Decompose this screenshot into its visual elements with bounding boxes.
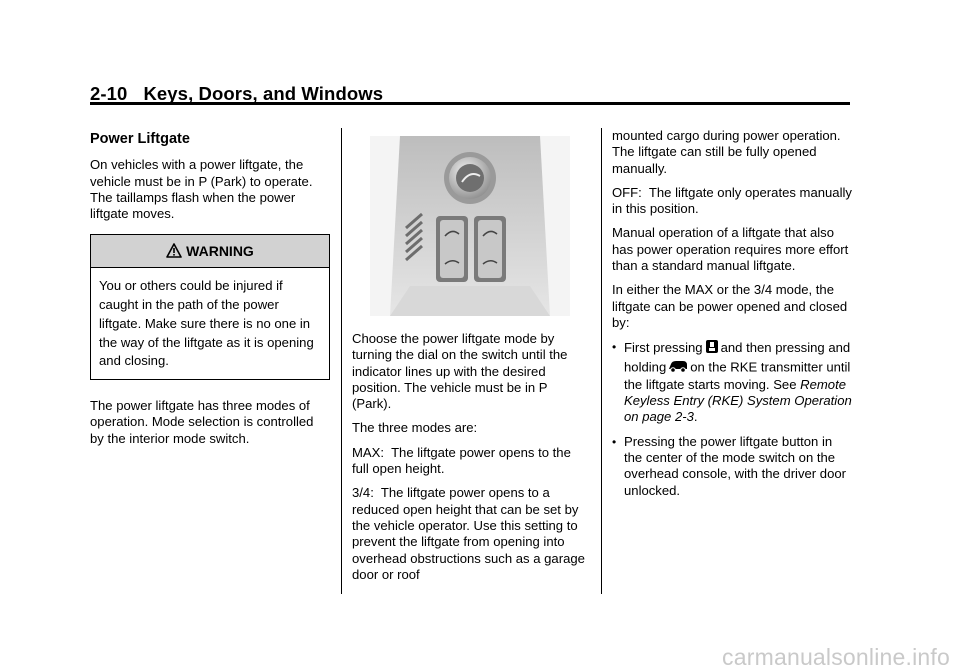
column-2: [352, 136, 588, 591]
column-1: [90, 131, 330, 455]
operation-list: [612, 339, 852, 499]
max-mode-label: MAX:: [352, 444, 385, 460]
off-mode-paragraph: [612, 185, 852, 218]
column-divider-2: [601, 128, 602, 594]
header-rule: [90, 102, 850, 105]
column-divider-1: [341, 128, 342, 594]
continuation-paragraph: mounted cargo during power operation. The liftgate can still be fully opened manually.: [612, 128, 841, 176]
bullet1-text-b: and then pressing and holding: [624, 340, 851, 375]
three-modes-paragraph: The three modes are:: [352, 420, 478, 436]
three-quarter-mode-label: 3/4:: [352, 485, 374, 501]
warning-box: [90, 234, 330, 380]
bullet2-text: Pressing the power liftgate button in the center of the mode switch on the overhead console, with the driver door unlocked.: [624, 433, 846, 498]
three-quarter-mode-text: The liftgate power opens to a reduced open height that can be set by the vehicle operator. Use this setting to prevent the liftgate from opening into overhead obstructions such as a garage door or roof: [352, 485, 585, 582]
choose-mode-paragraph: Choose the power liftgate mode by turning the dial on the switch until the indicator lines up with the desired position. The vehicle must be in P (Park).: [352, 331, 568, 412]
rke-liftgate-icon: [668, 359, 688, 377]
watermark: carmanualsonline.info: [722, 644, 950, 670]
off-mode-text: The liftgate only operates manually in this position.: [612, 184, 852, 217]
off-mode-label: OFF:: [612, 184, 642, 200]
max-mode-paragraph: [352, 445, 588, 478]
page-number: 2-10: [90, 83, 128, 104]
section-heading: Power Liftgate: [90, 131, 190, 147]
column-3: [612, 128, 852, 507]
warning-triangle-icon: [166, 237, 182, 269]
bullet1-text-c: on the RKE transmitter until the liftgate starts moving. See: [624, 359, 851, 392]
bullet1-end: .: [693, 409, 698, 425]
intro-paragraph: On vehicles with a power liftgate, the vehicle must be in P (Park) to operate. The taillamps flash when the power liftgate moves.: [90, 157, 313, 222]
rke-page-reference: Remote Keyless Entry (RKE) System Operation on page 2-3: [624, 376, 852, 425]
list-item: [612, 434, 852, 499]
either-mode-paragraph: In either the MAX or the 3/4 mode, the liftgate can be power opened and closed by:: [612, 282, 848, 330]
max-mode-text: The liftgate power opens to the full open height.: [352, 444, 571, 477]
rke-unlock-key-icon: [705, 339, 719, 358]
warning-header: [91, 235, 329, 268]
bullet1-text-a: First pressing: [624, 340, 703, 356]
warning-title: WARNING: [186, 243, 254, 260]
chapter-title: Keys, Doors, and Windows: [143, 83, 384, 104]
manual-operation-paragraph: Manual operation of a liftgate that also has power operation requires more effort than a standard manual liftgate.: [612, 225, 849, 274]
liftgate-mode-switch-image: [370, 136, 570, 316]
three-quarter-mode-paragraph: [352, 485, 588, 583]
list-item: [612, 339, 852, 425]
modes-intro-paragraph: The power liftgate has three modes of operation. Mode selection is controlled by the interior mode switch.: [90, 398, 314, 446]
warning-text: You or others could be injured if caught in the path of the power liftgate. Make sure there is no one in the way of the liftgate as it is opening and closing.: [99, 278, 314, 369]
